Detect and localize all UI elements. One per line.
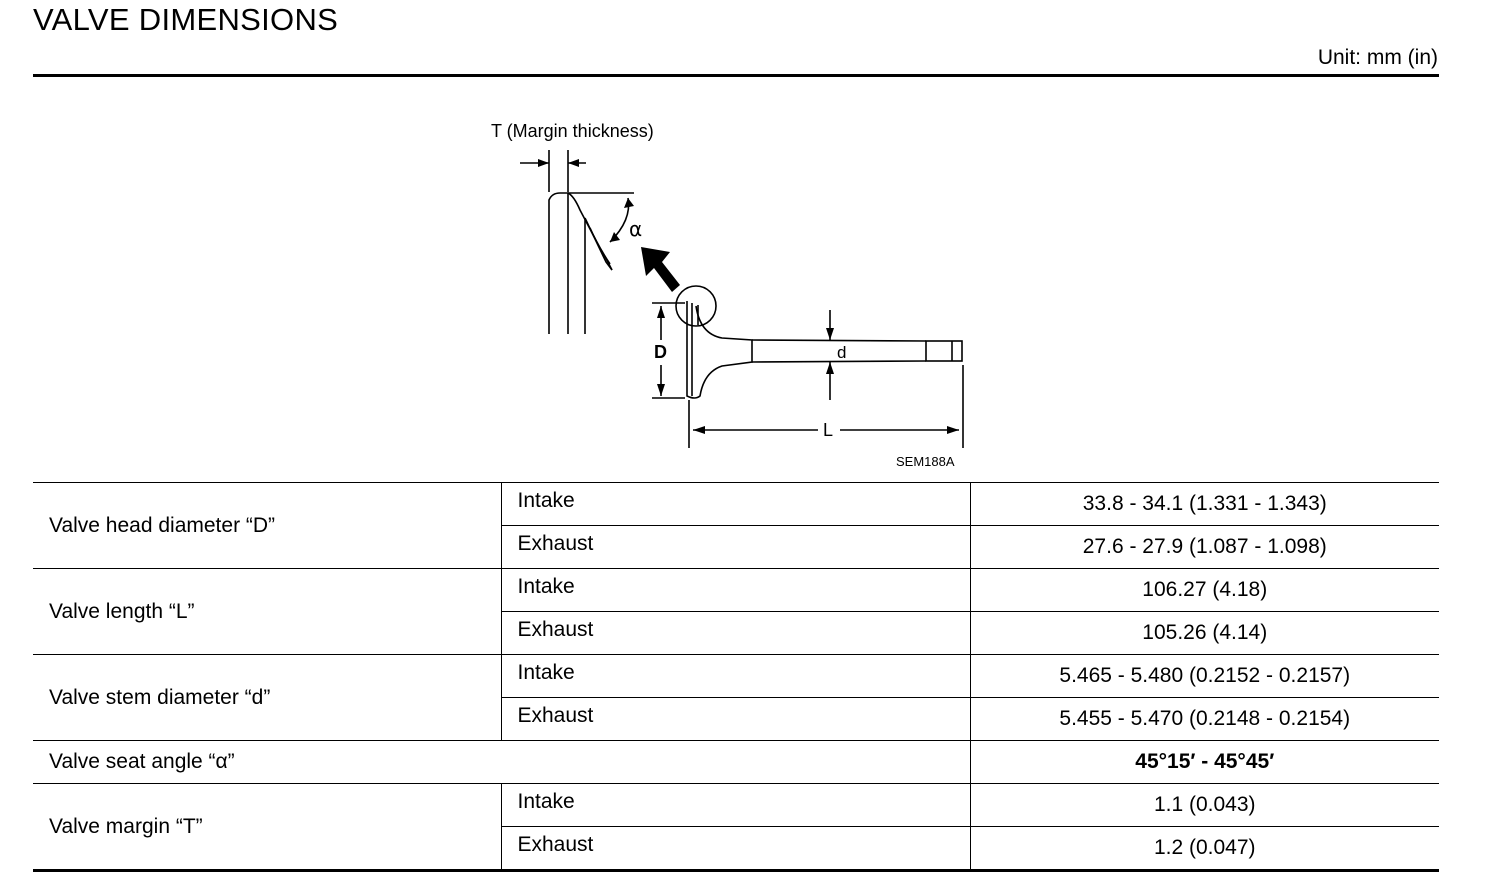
valve-body	[687, 301, 752, 398]
d-big-label: D	[654, 342, 667, 362]
sub-label-cell: Exhaust	[501, 526, 970, 569]
magnified-valve-edge	[549, 193, 612, 334]
sub-label-cell: Intake	[501, 784, 970, 827]
param-cell: Valve seat angle “α”	[33, 741, 970, 784]
table-row	[33, 741, 1439, 784]
value-cell: 45°15′ - 45°45′	[970, 741, 1439, 784]
table-row	[33, 784, 1439, 827]
figure-code: SEM188A	[896, 454, 955, 469]
sub-label-cell: Intake	[501, 569, 970, 612]
valve-spec-table	[33, 482, 1439, 872]
pointer-arrow	[641, 247, 680, 292]
alpha-label: α	[629, 217, 643, 241]
param-cell: Valve length “L”	[33, 569, 501, 655]
value-cell: 105.26 (4.14)	[970, 612, 1439, 655]
margin-thickness-label: T (Margin thickness)	[491, 121, 654, 141]
param-cell: Valve stem diameter “d”	[33, 655, 501, 741]
table-row	[33, 569, 1439, 612]
sub-label-cell: Intake	[501, 655, 970, 698]
sub-label-cell: Exhaust	[501, 698, 970, 741]
sub-label-cell: Exhaust	[501, 827, 970, 871]
param-cell: Valve margin “T”	[33, 784, 501, 871]
page-title: VALVE DIMENSIONS	[33, 2, 339, 37]
value-cell: 106.27 (4.18)	[970, 569, 1439, 612]
value-cell: 1.2 (0.047)	[970, 827, 1439, 871]
sub-label-cell: Intake	[501, 483, 970, 526]
param-cell: Valve head diameter “D”	[33, 483, 501, 569]
value-cell: 5.465 - 5.480 (0.2152 - 0.2157)	[970, 655, 1439, 698]
table-row	[33, 655, 1439, 698]
value-cell: 27.6 - 27.9 (1.087 - 1.098)	[970, 526, 1439, 569]
table-row	[33, 483, 1439, 526]
value-cell: 5.455 - 5.470 (0.2148 - 0.2154)	[970, 698, 1439, 741]
value-cell: 33.8 - 34.1 (1.331 - 1.343)	[970, 483, 1439, 526]
value-cell: 1.1 (0.043)	[970, 784, 1439, 827]
unit-label: Unit: mm (in)	[1317, 46, 1438, 69]
sub-label-cell: Exhaust	[501, 612, 970, 655]
l-label: L	[823, 420, 834, 440]
d-small-label: d	[837, 343, 847, 362]
